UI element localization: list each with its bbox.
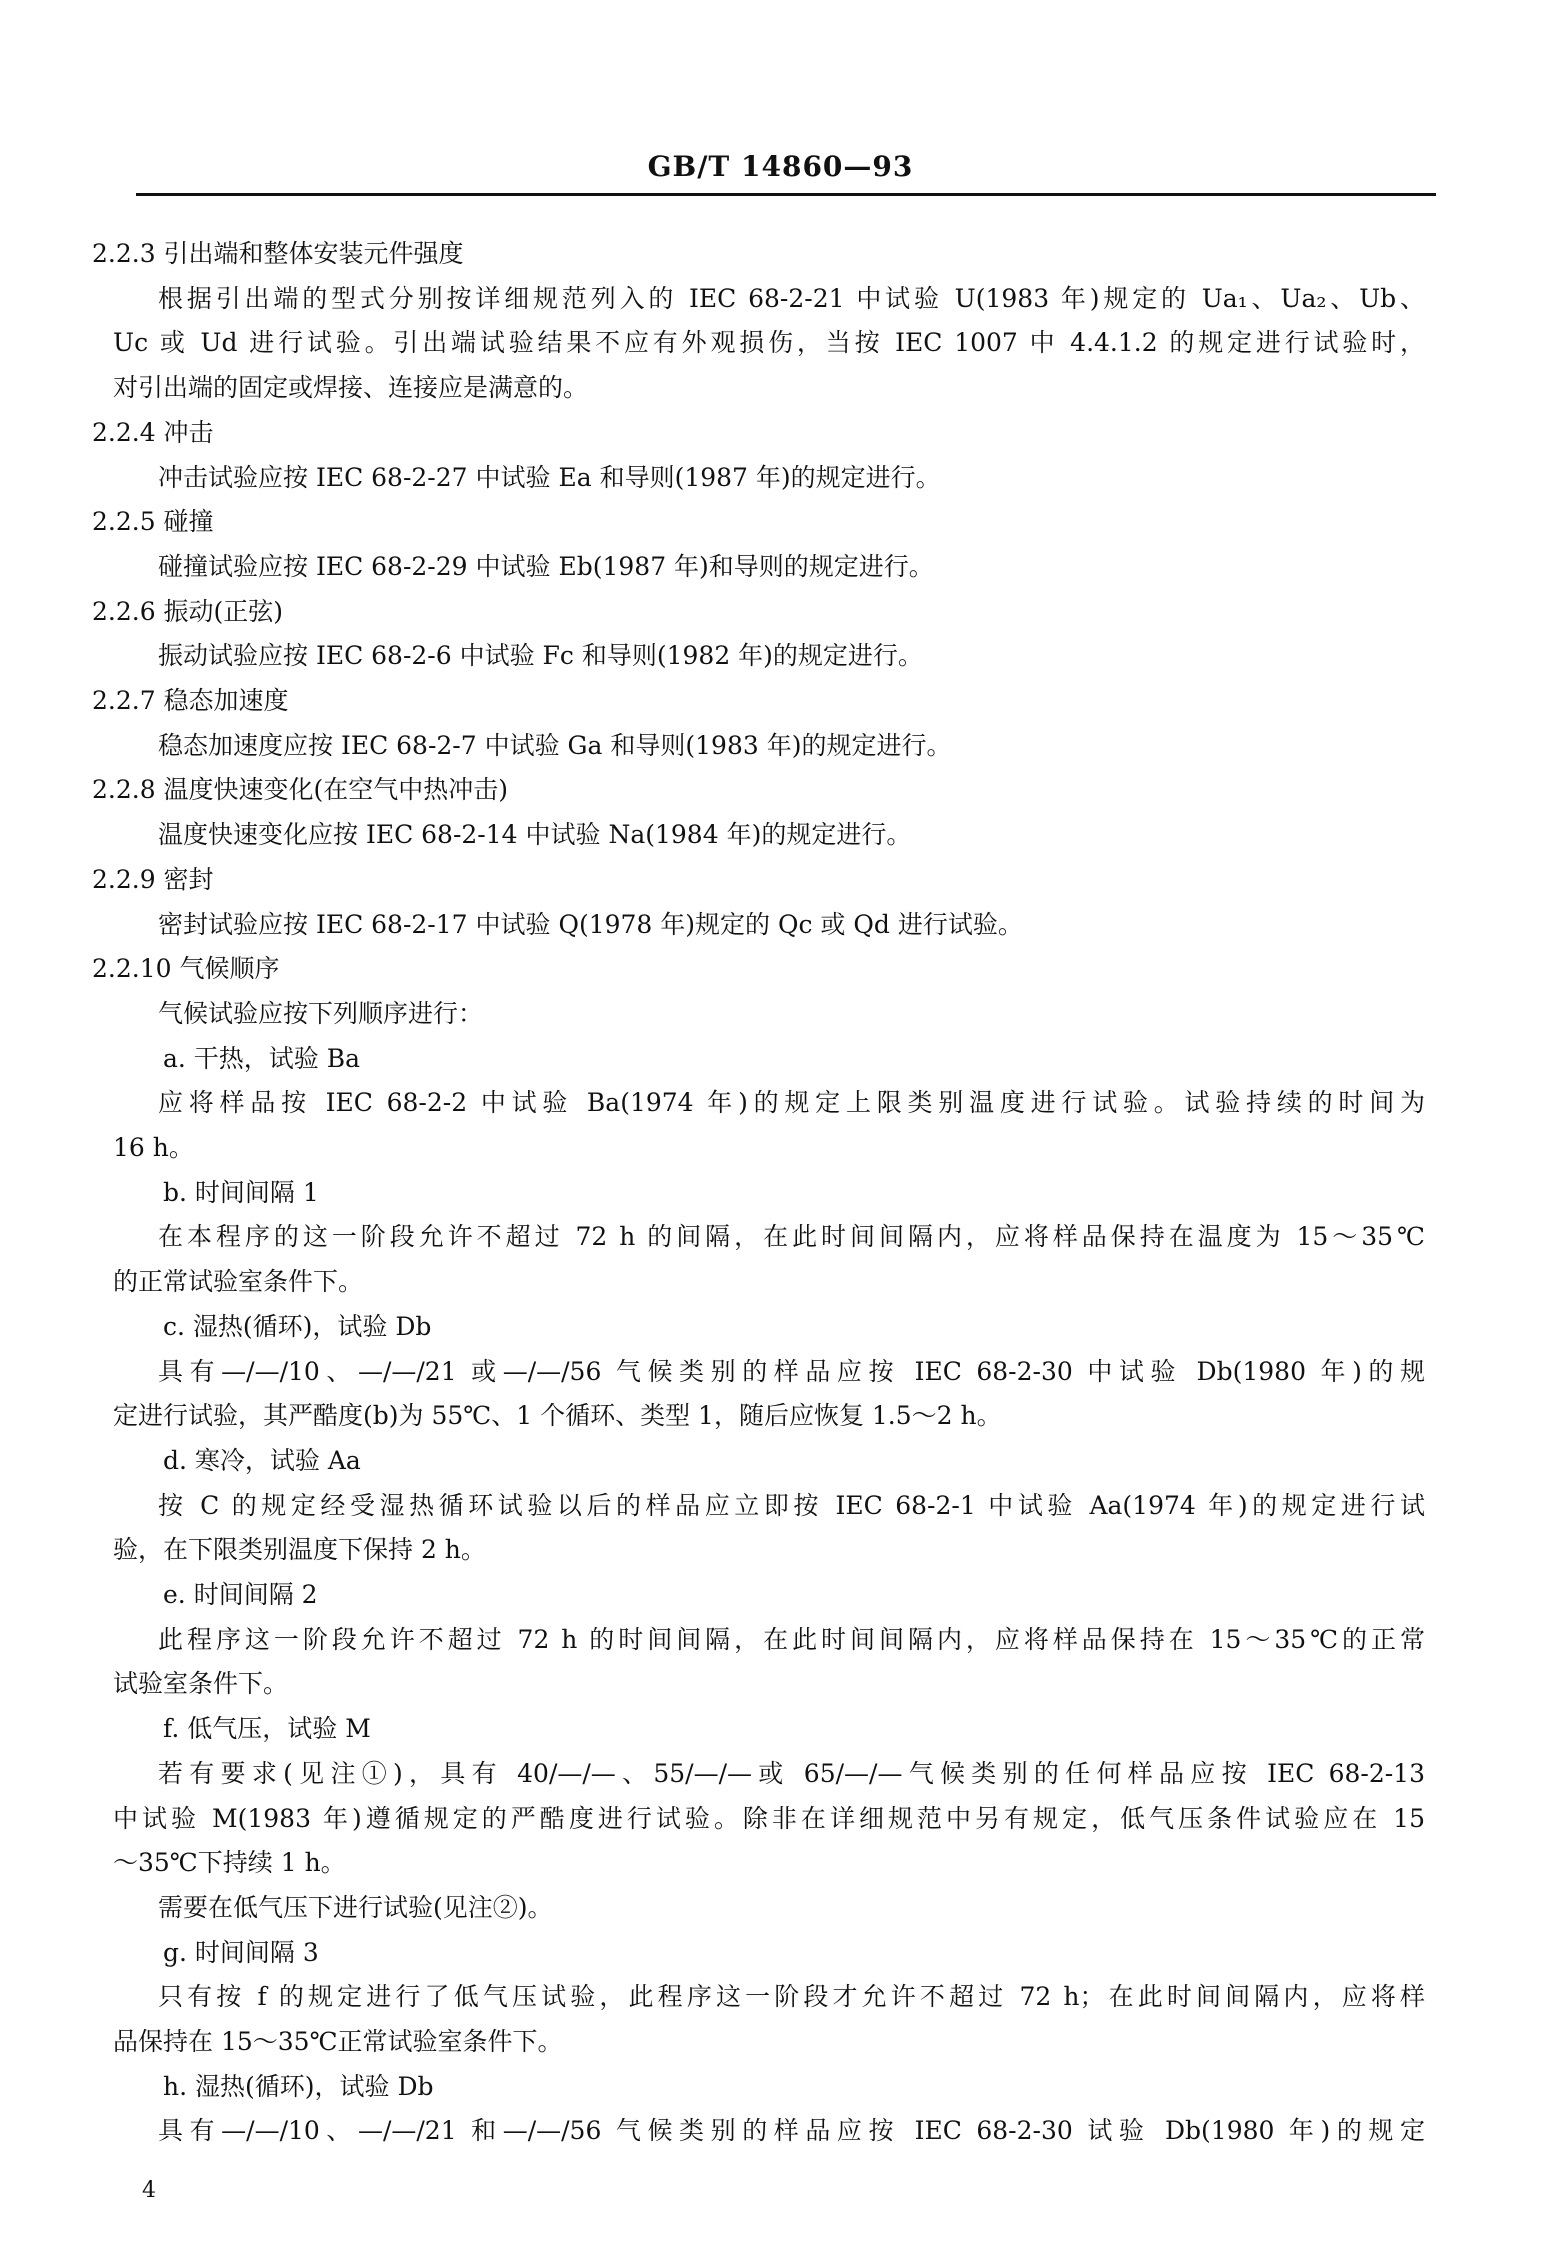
text-line: 对引出端的固定或焊接、连接应是满意的。	[113, 373, 589, 403]
text-line: 试验室条件下。	[113, 1669, 289, 1699]
text-line: 的正常试验室条件下。	[113, 1267, 364, 1297]
page-number: 4	[142, 2178, 156, 2203]
text-line: 振动试验应按 IEC 68-2-6 中试验 Fc 和导则(1982 年)的规定进行。	[158, 641, 923, 671]
text-line: 只有按 f 的规定进行了低气压试验，此程序这一阶段才允许不超过 72 h；在此时间间隔内，应将样	[158, 1982, 1425, 2012]
text-line: ～35℃下持续 1 h。	[113, 1848, 346, 1878]
sub-item-heading: h. 湿热(循环)，试验 Db	[163, 2071, 434, 2101]
text-line: 定进行试验，其严酷度(b)为 55℃、1 个循环、类型 1，随后应恢复 1.5～2 h。	[113, 1401, 1002, 1431]
text-line: 验，在下限类别温度下保持 2 h。	[113, 1535, 486, 1565]
text-line: 温度快速变化应按 IEC 68-2-14 中试验 Na(1984 年)的规定进行。	[158, 820, 912, 850]
section-heading: 2.2.8 温度快速变化(在空气中热冲击)	[92, 775, 509, 805]
sub-item-heading: b. 时间间隔 1	[163, 1177, 319, 1207]
section-heading: 2.2.10 气候顺序	[92, 954, 280, 984]
text-line: 具有—/—/10、—/—/21 和—/—/56 气候类别的样品应按 IEC 68-2-30 试验 Db(1980 年)的规定	[158, 2116, 1425, 2146]
text-line: 气候试验应按下列顺序进行：	[158, 998, 484, 1028]
text-line: 此程序这一阶段允许不超过 72 h 的时间间隔，在此时间间隔内，应将样品保持在 15～35℃的正常	[158, 1624, 1425, 1654]
section-heading: 2.2.7 稳态加速度	[92, 686, 289, 715]
text-line: 密封试验应按 IEC 68-2-17 中试验 Q(1978 年)规定的 Qc 或 Qd 进行试验。	[158, 909, 1023, 939]
text-line: 若有要求(见注①)，具有 40/—/—、55/—/—或 65/—/—气候类别的任何样品应按 IEC 68-2-13	[158, 1758, 1425, 1788]
text-line: 具有—/—/10、—/—/21 或—/—/56 气候类别的样品应按 IEC 68-2-30 中试验 Db(1980 年)的规	[158, 1356, 1425, 1386]
text-line: 应将样品按 IEC 68-2-2 中试验 Ba(1974 年)的规定上限类别温度进行试验。试验持续的时间为	[158, 1088, 1425, 1118]
text-line: 在本程序的这一阶段允许不超过 72 h 的间隔，在此时间间隔内，应将样品保持在温度为 15～35℃	[158, 1222, 1425, 1252]
header-rule	[136, 193, 1436, 196]
text-line: 碰撞试验应按 IEC 68-2-29 中试验 Eb(1987 年)和导则的规定进行。	[158, 551, 934, 581]
text-line: 按 C 的规定经受湿热循环试验以后的样品应立即按 IEC 68-2-1 中试验 Aa(1974 年)的规定进行试	[158, 1490, 1425, 1520]
text-line: 根据引出端的型式分别按详细规范列入的 IEC 68-2-21 中试验 U(1983 年)规定的 Ua₁、Ua₂、Ub、	[158, 283, 1425, 313]
text-line: 冲击试验应按 IEC 68-2-27 中试验 Ea 和导则(1987 年)的规定进行。	[158, 462, 941, 492]
text-line: 稳态加速度应按 IEC 68-2-7 中试验 Ga 和导则(1983 年)的规定进行。	[158, 730, 952, 760]
sub-item-heading: g. 时间间隔 3	[163, 1937, 319, 1967]
section-heading: 2.2.6 振动(正弦)	[92, 596, 284, 626]
sub-item-heading: f. 低气压，试验 M	[163, 1714, 371, 1744]
sub-item-heading: e. 时间间隔 2	[163, 1580, 318, 1609]
text-line: 中试验 M(1983 年)遵循规定的严酷度进行试验。除非在详细规范中另有规定，低气压条件试验应在 15	[113, 1803, 1425, 1833]
sub-item-heading: c. 湿热(循环)，试验 Db	[163, 1311, 432, 1341]
text-line: Uc 或 Ud 进行试验。引出端试验结果不应有外观损伤，当按 IEC 1007 中 4.4.1.2 的规定进行试验时，	[113, 328, 1425, 358]
section-heading: 2.2.4 冲击	[92, 417, 214, 447]
sub-item-heading: d. 寒冷，试验 Aa	[163, 1445, 361, 1475]
text-line: 需要在低气压下进行试验(见注②)。	[158, 1892, 553, 1922]
sub-item-heading: a. 干热，试验 Ba	[163, 1043, 361, 1073]
text-line: 16 h。	[113, 1133, 194, 1162]
section-heading: 2.2.9 密封	[92, 864, 214, 894]
section-heading: 2.2.5 碰撞	[92, 507, 214, 537]
text-line: 品保持在 15～35℃正常试验室条件下。	[113, 2027, 563, 2056]
standard-code-header: GB/T 14860—93	[647, 150, 914, 183]
section-heading: 2.2.3 引出端和整体安装元件强度	[92, 239, 464, 268]
